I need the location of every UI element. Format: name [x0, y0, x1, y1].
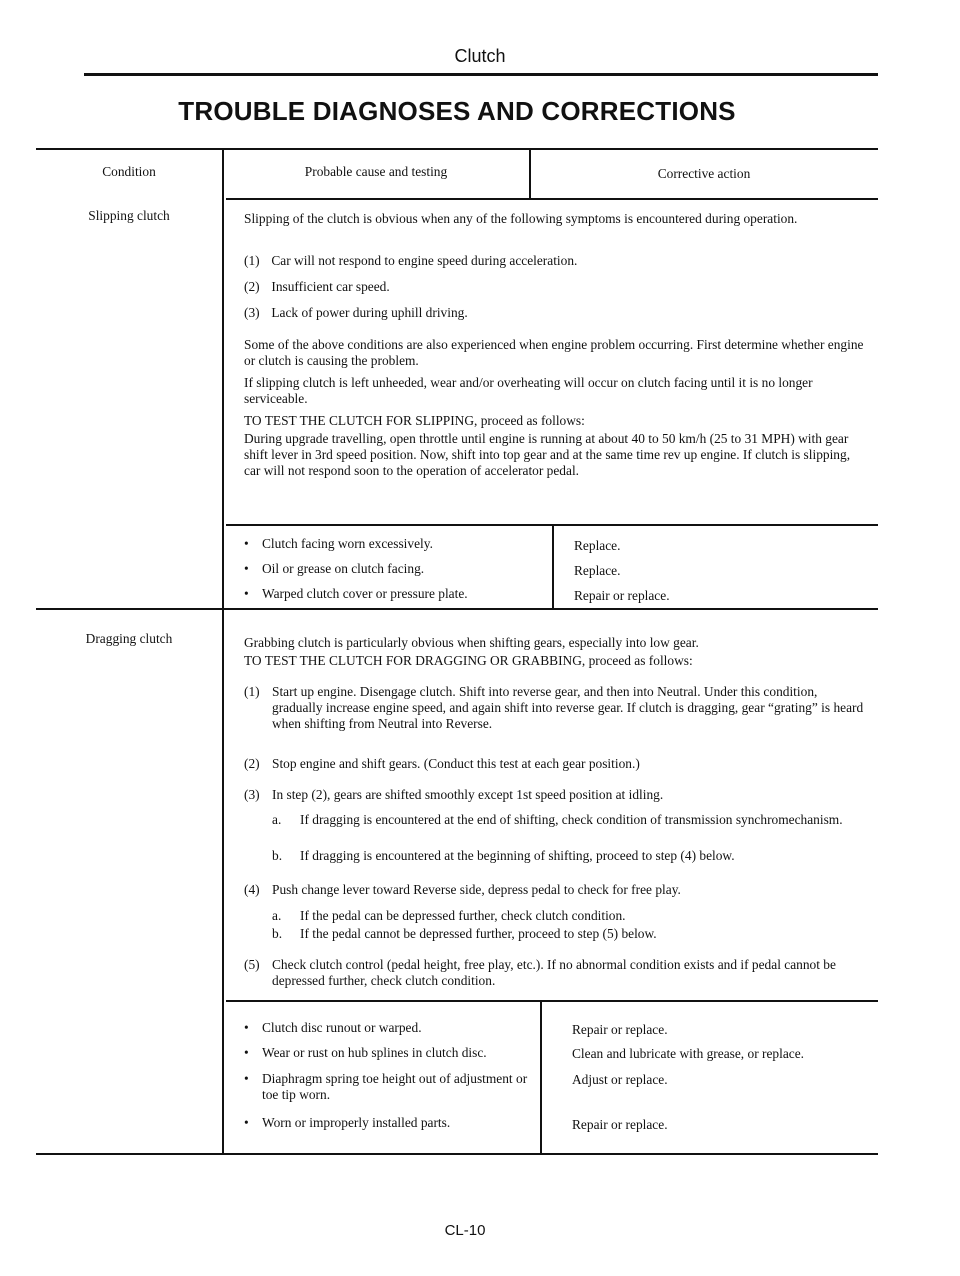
- drag-step-5: [244, 957, 869, 989]
- drag-step-3a: [272, 812, 869, 828]
- symptom-num: (2): [244, 279, 260, 294]
- symptom-text: Lack of power during uphill driving.: [271, 305, 468, 320]
- slip-symptom-1: [244, 253, 869, 269]
- slip-para-4: During upgrade travelling, open throttle until engine is running at about 40 to 50 km/h (25 to 31 MPH) with gear shift lever in 3rd speed position. Now, shift into top gear and at the same time rev up engine. If clutch is slipping, car will not respond soon to the operation of accelerator pedal.: [244, 431, 851, 478]
- slip-action-2: Replace.: [574, 563, 621, 578]
- row-divider: [36, 608, 878, 610]
- drag-causes-divider: [540, 1000, 542, 1154]
- slip-symptom-2: [244, 279, 869, 295]
- substep-text: If dragging is encountered at the beginning of shifting, proceed to step (4) below.: [300, 848, 735, 863]
- drag-action-2: Clean and lubricate with grease, or replace.: [572, 1046, 804, 1061]
- symptom-text: Insufficient car speed.: [271, 279, 390, 294]
- substep-label: b.: [272, 926, 283, 941]
- slip-para-3: TO TEST THE CLUTCH FOR SLIPPING, proceed as follows:: [244, 413, 585, 428]
- drag-step-2: [244, 756, 869, 772]
- header-rule: [84, 73, 878, 76]
- step-text: Push change lever toward Reverse side, depress pedal to check for free play.: [272, 882, 681, 897]
- step-num: (2): [244, 756, 260, 771]
- step-text: Stop engine and shift gears. (Conduct this test at each gear position.): [272, 756, 640, 771]
- condition-dragging: Dragging clutch: [85, 631, 173, 646]
- header-action: Corrective action: [657, 166, 751, 181]
- step-num: (1): [244, 684, 260, 699]
- slip-intro: Slipping of the clutch is obvious when any of the following symptoms is encountered during operation.: [244, 211, 798, 226]
- drag-step-3b: [272, 848, 869, 864]
- substep-text: If the pedal cannot be depressed further, proceed to step (5) below.: [300, 926, 657, 941]
- substep-label: b.: [272, 848, 283, 863]
- symptom-text: Car will not respond to engine speed during acceleration.: [271, 253, 578, 268]
- step-text: In step (2), gears are shifted smoothly except 1st speed position at idling.: [272, 787, 664, 802]
- substep-text: If the pedal can be depressed further, check clutch condition.: [300, 908, 626, 923]
- drag-action-1: Repair or replace.: [572, 1022, 668, 1037]
- column-divider: [222, 148, 224, 1154]
- slip-causes-divider: [552, 524, 554, 608]
- slip-action-1: Replace.: [574, 538, 621, 553]
- header-condition: Condition: [102, 164, 156, 179]
- slip-para-2: If slipping clutch is left unheeded, wear and/or overheating will occur on clutch facing until it is no longer serviceable.: [244, 375, 813, 406]
- slip-cause-2: • Oil or grease on clutch facing.: [262, 561, 542, 577]
- page-title: TROUBLE DIAGNOSES AND CORRECTIONS: [178, 96, 736, 126]
- slip-cause-1: • Clutch facing worn excessively.: [262, 536, 542, 552]
- drag-step-4: [244, 882, 869, 898]
- drag-cause-4: • Worn or improperly installed parts.: [262, 1115, 532, 1131]
- drag-cause-2: • Wear or rust on hub splines in clutch disc.: [262, 1045, 534, 1061]
- step-num: (3): [244, 787, 260, 802]
- table-top-rule: [36, 148, 878, 150]
- substep-label: a.: [272, 812, 282, 827]
- table-bottom-rule: [36, 1153, 878, 1155]
- step-num: (5): [244, 957, 260, 972]
- page-number: CL-10: [444, 1222, 486, 1239]
- drag-causes-top-rule: [226, 1000, 878, 1002]
- symptom-num: (1): [244, 253, 260, 268]
- drag-cause-1: • Clutch disc runout or warped.: [262, 1020, 532, 1036]
- condition-slipping: Slipping clutch: [88, 208, 170, 223]
- symptom-num: (3): [244, 305, 260, 320]
- drag-step-1: [244, 684, 869, 732]
- substep-label: a.: [272, 908, 282, 923]
- drag-step-4b: [272, 926, 869, 942]
- step-text: Check clutch control (pedal height, free play, etc.). If no abnormal condition exists and if pedal cannot be depressed further, check clutch condition.: [272, 957, 836, 988]
- substep-text: If dragging is encountered at the end of shifting, check condition of transmission synchromechanism.: [300, 812, 843, 827]
- header-bottom-rule: [226, 198, 878, 200]
- drag-intro-1: Grabbing clutch is particularly obvious when shifting gears, especially into low gear.: [244, 635, 699, 650]
- step-num: (4): [244, 882, 260, 897]
- drag-action-4: Repair or replace.: [572, 1117, 668, 1132]
- drag-step-3: [244, 787, 869, 803]
- slip-action-3: Repair or replace.: [574, 588, 670, 603]
- drag-action-3: Adjust or replace.: [572, 1072, 668, 1087]
- drag-cause-3: • Diaphragm spring toe height out of adjustment or toe tip worn.: [262, 1071, 532, 1103]
- step-text: Start up engine. Disengage clutch. Shift into reverse gear, and then into Neutral. Under this condition, gradually increase engine speed, and again shift into reverse gear. If clutch is dragging, gear “grating” is heard when shifting from Neutral into Reverse.: [272, 684, 864, 731]
- header-cause: Probable cause and testing: [304, 164, 448, 179]
- section-title: Clutch: [454, 46, 506, 66]
- slip-para-1: Some of the above conditions are also experienced when engine problem occurring. First determine whether engine or clutch is causing the problem.: [244, 337, 864, 368]
- slip-cause-3: • Warped clutch cover or pressure plate.: [262, 586, 542, 602]
- drag-step-4a: [272, 908, 869, 924]
- slip-symptom-3: [244, 305, 869, 321]
- drag-intro-2: TO TEST THE CLUTCH FOR DRAGGING OR GRABBING, proceed as follows:: [244, 653, 693, 668]
